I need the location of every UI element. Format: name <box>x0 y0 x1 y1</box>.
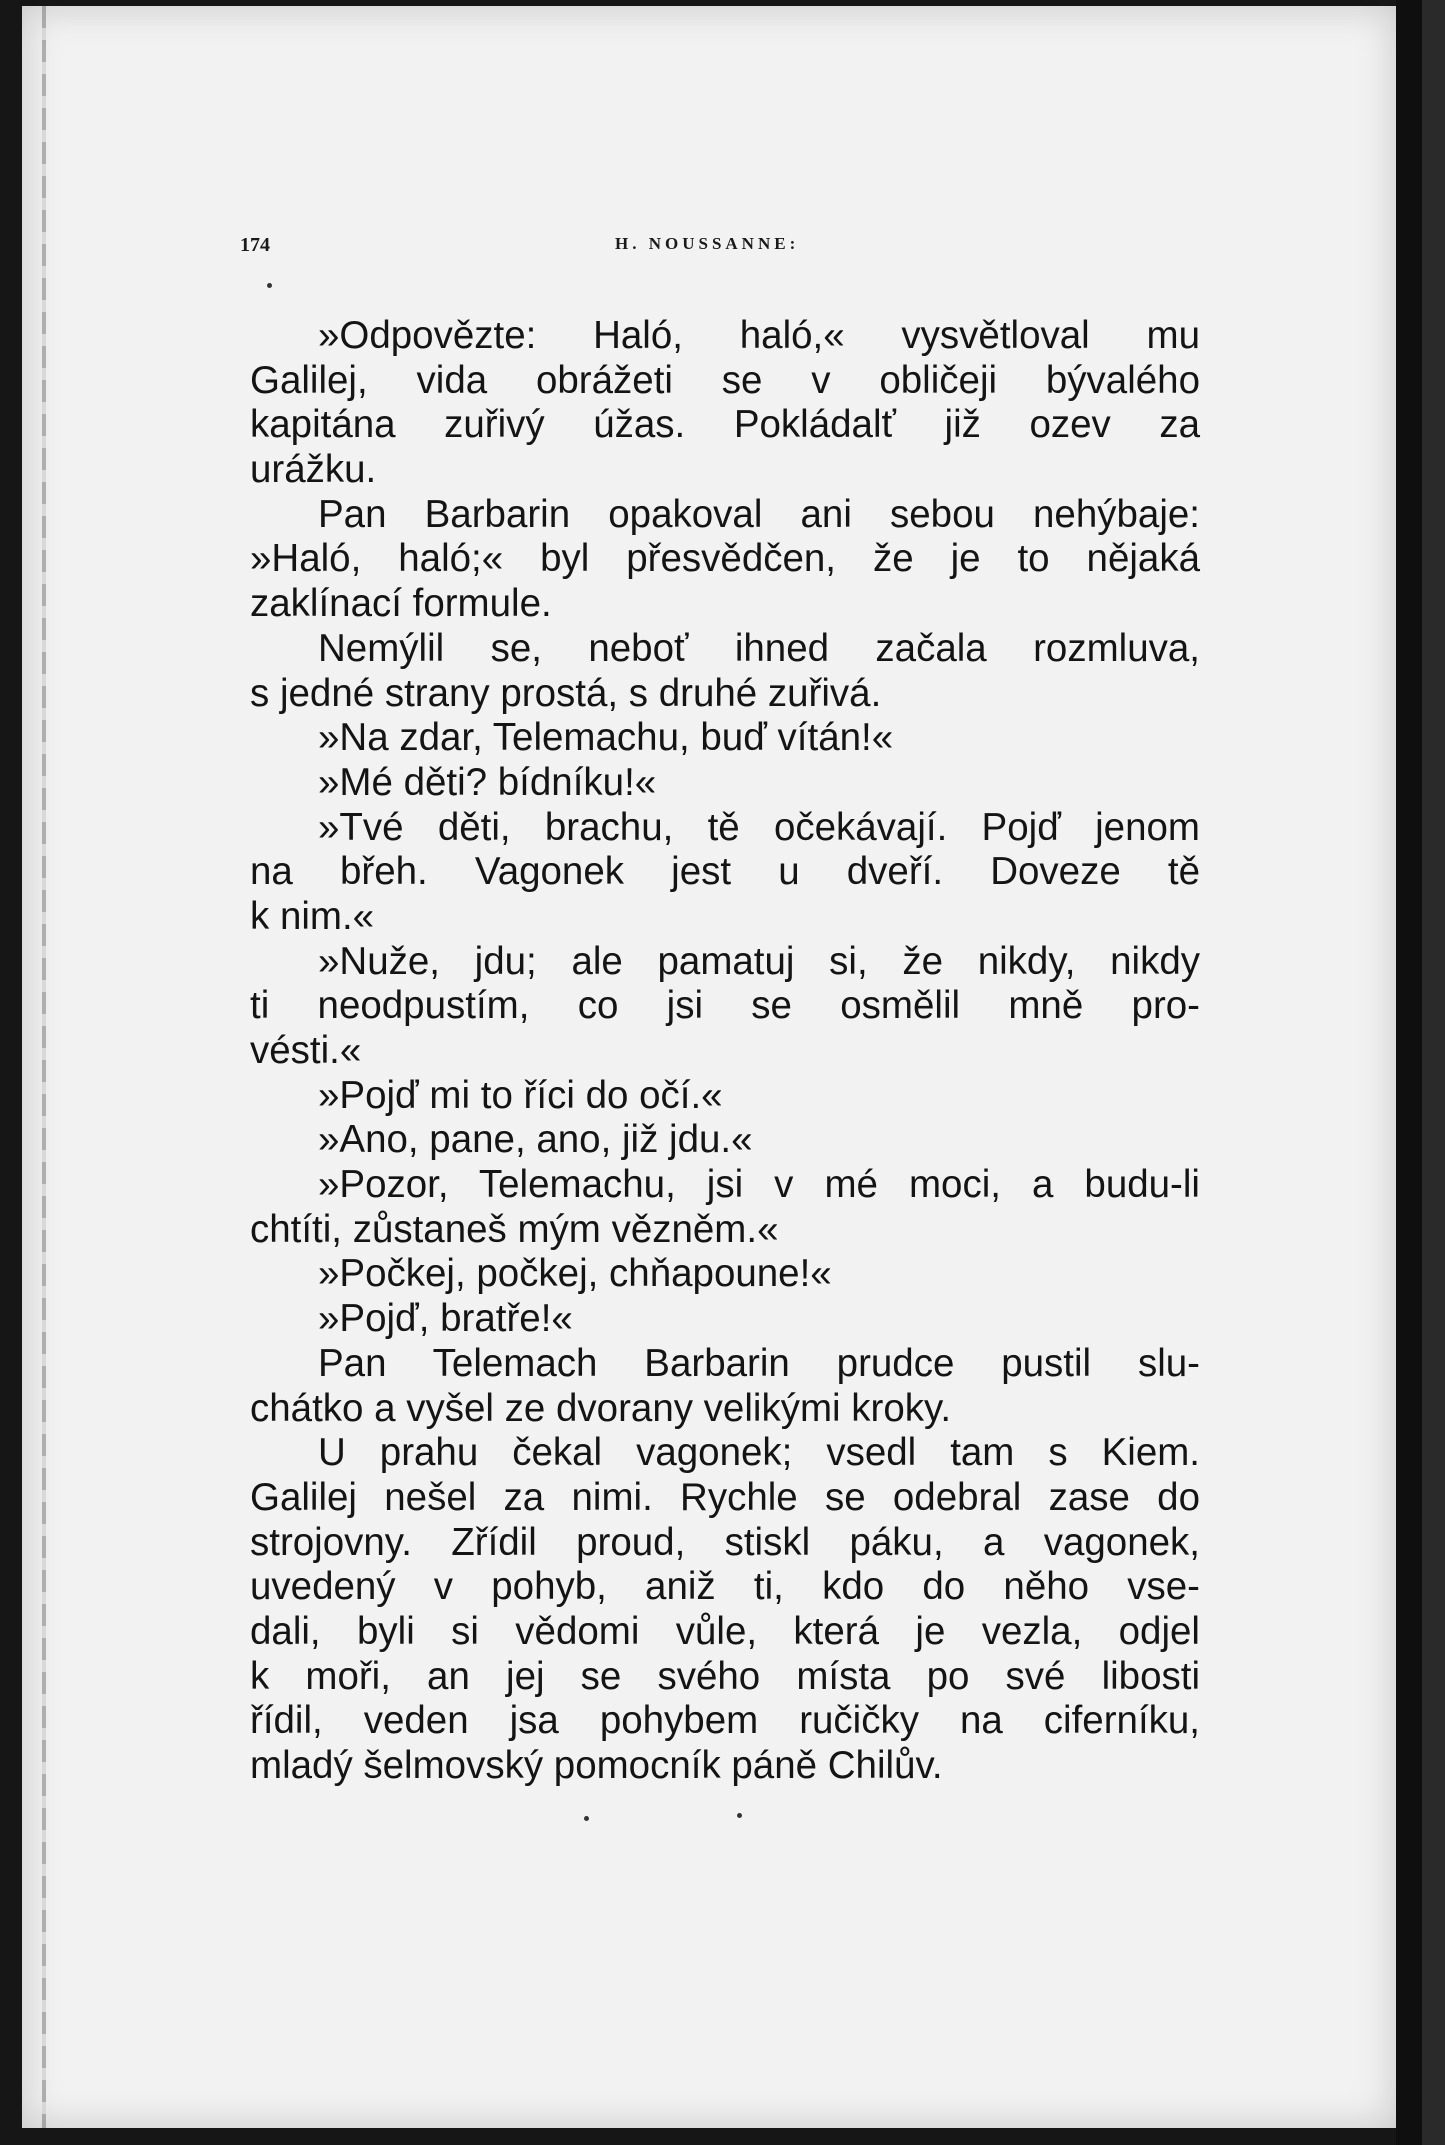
text-line: »Mé děti? bídníku!« <box>318 760 657 804</box>
text-line: mladý šelmovský pomocník páně Chilův. <box>250 1744 943 1787</box>
running-head-title: H. NOUSSANNE: <box>615 234 800 253</box>
text-line: »Počkej, počkej, chňapoune!« <box>318 1252 832 1296</box>
text-line: zaklínací formule. <box>250 582 552 626</box>
text-line: k nim.« <box>250 894 375 938</box>
text-line: kapitána zuřivý úžas. Pokládalť již ozev za <box>250 403 1200 447</box>
text-line: vésti.« <box>250 1029 362 1072</box>
text-line: Pan Telemach Barbarin prudce pustil slu- <box>318 1341 1200 1385</box>
text-line: s jedné strany prostá, s druhé zuřivá. <box>250 671 882 715</box>
text-line: dali, byli si vědomi vůle, která je vezla, odjel <box>250 1609 1200 1653</box>
text-line: »Odpovězte: Haló, haló,« vysvětloval mu <box>318 314 1200 357</box>
text-line: k moři, an jej se svého místa po své libosti <box>250 1654 1200 1698</box>
text-line: U prahu čekal vagonek; vsedl tam s Kiem. <box>318 1431 1200 1475</box>
text-line: řídil, veden jsa pohybem ručičky na ciferníku, <box>250 1699 1200 1743</box>
text-line: »Na zdar, Telemachu, buď vítán!« <box>318 716 894 760</box>
text-line: strojovny. Zřídil proud, stiskl páku, a vagonek, <box>250 1520 1200 1564</box>
text-line: »Tvé děti, brachu, tě očekávají. Pojď jenom <box>318 805 1200 849</box>
running-head <box>240 234 1000 264</box>
page-edge-dark <box>1396 0 1422 2145</box>
text-line: ti neodpustím, co jsi se osmělil mně pro- <box>250 984 1200 1028</box>
text-line: »Nuže, jdu; ale pamatuj si, že nikdy, nikdy <box>318 939 1200 983</box>
text-line: »Ano, pane, ano, již jdu.« <box>318 1118 753 1162</box>
text-line: Galilej nešel za nimi. Rychle se odebral zase do <box>250 1475 1200 1519</box>
text-line: urážku. <box>250 448 377 492</box>
text-line: Galilej, vida obrážeti se v obličeji bývalého <box>250 358 1200 402</box>
page-edge-outer <box>1422 0 1445 2145</box>
text-line: »Pojď, bratře!« <box>318 1297 573 1341</box>
page-number: 174 <box>240 234 270 256</box>
text-line: chátko a vyšel ze dvorany velikými kroky. <box>250 1386 952 1430</box>
text-line: Nemýlil se, neboť ihned začala rozmluva, <box>318 626 1200 670</box>
section-break-dot-left <box>584 1816 589 1821</box>
text-line: na břeh. Vagonek jest u dveří. Doveze tě <box>250 850 1200 894</box>
text-line: uvedený v pohyb, aniž ti, kdo do něho vse- <box>250 1565 1200 1609</box>
text-line: »Pojď mi to říci do očí.« <box>318 1073 723 1117</box>
gutter-shadow <box>42 6 46 2128</box>
text-line: »Pozor, Telemachu, jsi v mé moci, a budu-li <box>318 1163 1200 1207</box>
text-line: chtíti, zůstaneš mým vězněm.« <box>250 1207 779 1251</box>
ink-speck <box>267 283 272 288</box>
body-text <box>250 314 1200 1789</box>
text-line: Pan Barbarin opakoval ani sebou nehýbaje: <box>318 492 1200 536</box>
text-line: »Haló, haló;« byl přesvědčen, že je to nějaká <box>250 537 1200 581</box>
section-break-dot-right <box>737 1813 742 1818</box>
